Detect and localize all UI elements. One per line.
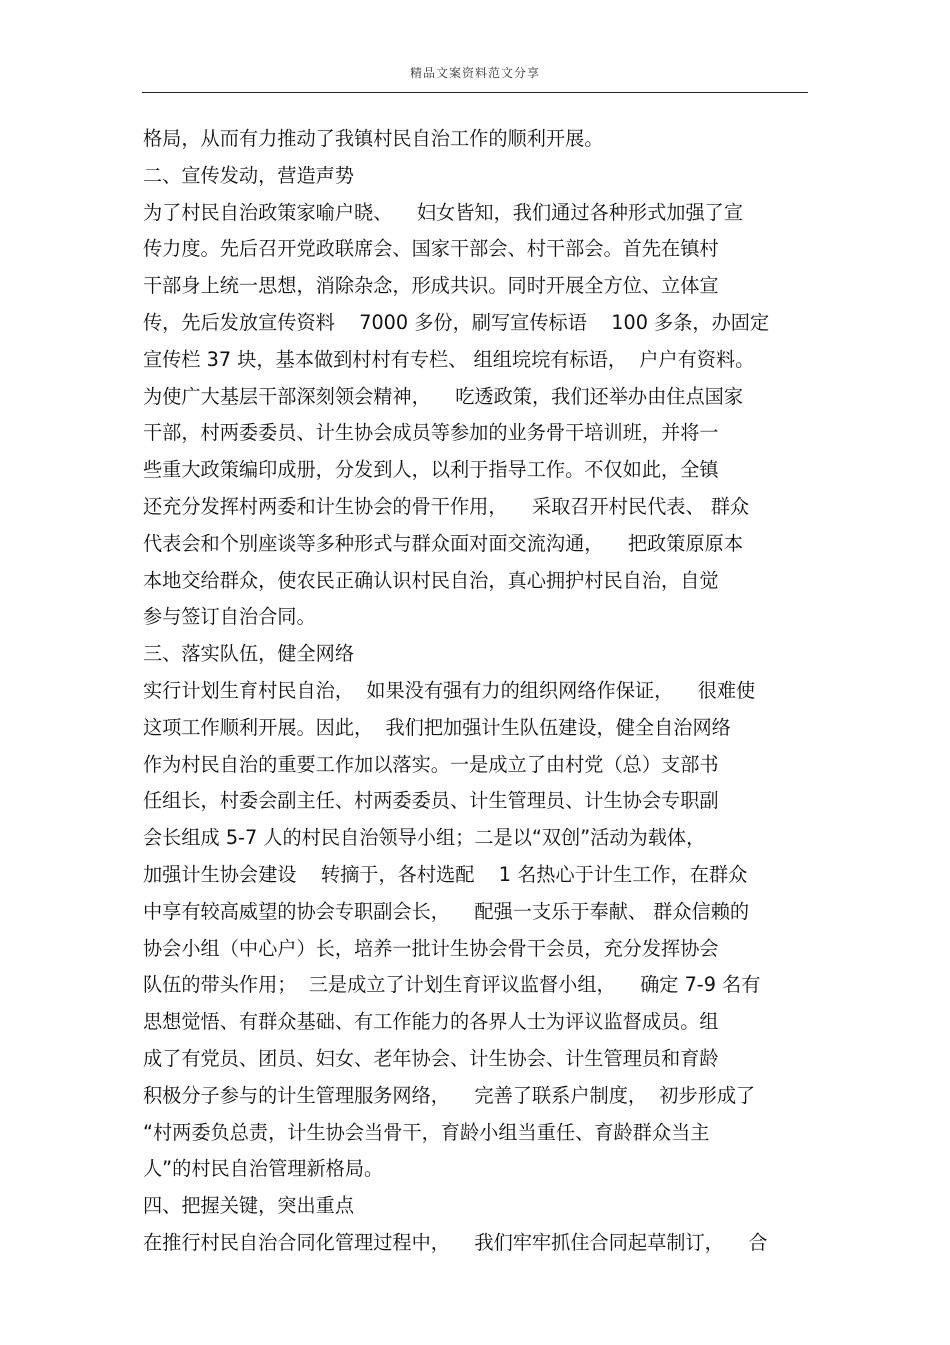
text-line: 积极分子参与的计生管理服务网络， 完善了联系户制度， 初步形成了	[143, 1083, 756, 1107]
section-heading: 三、落实队伍，健全网络	[143, 642, 355, 666]
text-line: 在推行村民自治合同化管理过程中， 我们牢牢抓住合同起草制订， 合	[143, 1230, 768, 1254]
text-line: 传力度。先后召开党政联席会、国家干部会、村干部会。首先在镇村	[143, 237, 719, 261]
text-line: 本地交给群众，使农民正确认识村民自治，真心拥护村民自治，自觉	[143, 568, 719, 592]
text-line: 格局，从而有力推动了我镇村民自治工作的顺利开展。	[143, 127, 604, 150]
text-line: 队伍的带头作用； 三是成立了计划生育评议监督小组， 确定 7-9 名有	[143, 973, 761, 997]
text-line: 思想觉悟、有群众基础、有工作能力的各界人士为评议监督成员。组	[143, 1010, 719, 1034]
text-line: 任组长，村委会副主任、村两委委员、计生管理员、计生协会专职副	[143, 789, 719, 813]
page-header: 精品文案资料范文分享	[409, 66, 540, 80]
text-line: 些重大政策编印成册，分发到人，以利于指导工作。不仅如此，全镇	[143, 458, 719, 482]
body-text	[143, 121, 823, 1262]
text-line: 为使广大基层干部深刻领会精神， 吃透政策，我们还举办由住点国家	[143, 384, 744, 408]
text-line: 参与签订自治合同。	[143, 605, 316, 629]
text-line: “村两委负总责，计生协会当骨干，育龄小组当重任、育龄群众当主	[143, 1120, 710, 1144]
text-line: 加强计生协会建设 转摘于，各村选配 1 名热心于计生工作，在群众	[143, 862, 748, 886]
text-line: 实行计划生育村民自治， 如果没有强有力的组织网络作保证， 很难使	[143, 678, 756, 702]
section-heading: 四、把握关键，突出重点	[143, 1194, 355, 1218]
text-line: 中享有较高威望的协会专职副会长， 配强一支乐于奉献、 群众信赖的	[143, 899, 750, 923]
text-line: 为了村民自治政策家喻户晓、 妇女皆知，我们通过各种形式加强了宣	[143, 200, 744, 224]
text-line: 这项工作顺利开展。因此， 我们把加强计生队伍建设，健全自治网络	[143, 715, 731, 739]
text-line: 会长组成 5-7 人的村民自治领导小组；二是以“双创”活动为载体，	[143, 826, 706, 850]
text-line: 宣传栏 37 块，基本做到村村有专栏、 组组垸垸有标语， 户户有资料。	[143, 347, 755, 371]
text-line: 协会小组（中心户）长，培养一批计生协会骨干会员，充分发挥协会	[143, 936, 719, 960]
text-line: 还充分发挥村两委和计生协会的骨干作用， 采取召开村民代表、 群众	[143, 494, 750, 518]
text-line: 成了有党员、团员、妇女、老年协会、计生协会、计生管理员和育龄	[143, 1046, 719, 1070]
text-line: 传，先后发放宣传资料 7000 多份，刷写宣传标语 100 多条，办固定	[143, 310, 770, 334]
text-line: 代表会和个别座谈等多种形式与群众面对面交流沟通， 把政策原原本	[143, 531, 744, 555]
text-line: 干部，村两委委员、计生协会成员等参加的业务骨干培训班，并将一	[143, 421, 719, 445]
text-line: 人”的村民自治管理新格局。	[143, 1157, 384, 1181]
section-heading: 二、宣传发动，营造声势	[143, 163, 355, 187]
header-divider	[142, 92, 808, 93]
text-line: 作为村民自治的重要工作加以落实。一是成立了由村党（总）支部书	[143, 752, 719, 776]
text-line: 干部身上统一思想，消除杂念，形成共识。同时开展全方位、立体宣	[143, 274, 719, 298]
